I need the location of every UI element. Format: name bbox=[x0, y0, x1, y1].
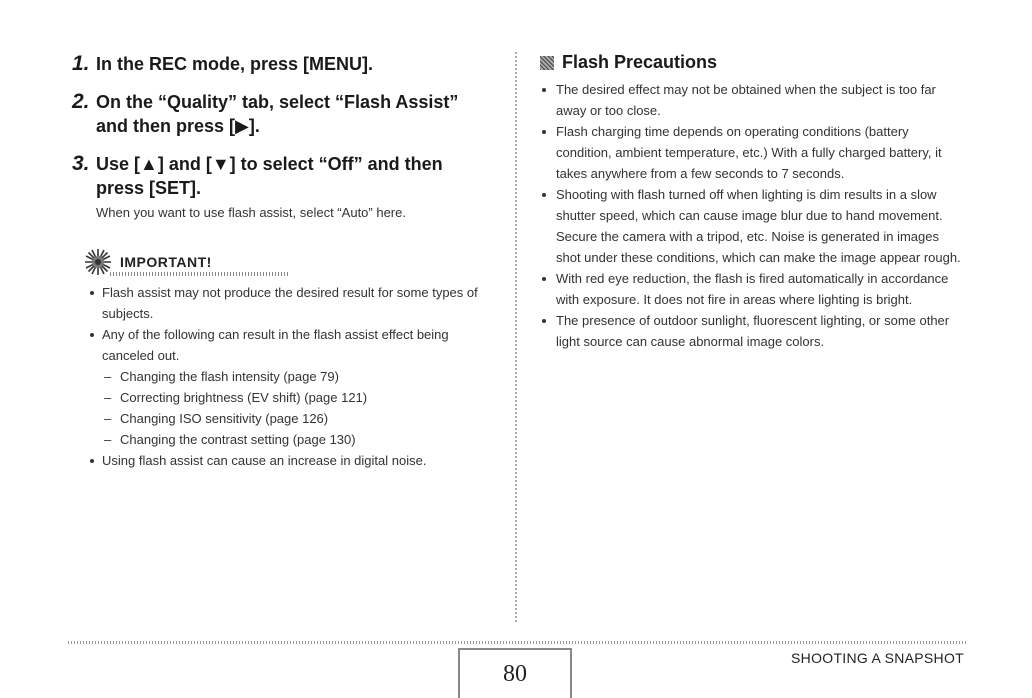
step-number: 1. bbox=[72, 52, 90, 75]
dash-mark: – bbox=[104, 390, 112, 405]
list-item: Flash charging time depends on operating conditions (battery condition, ambient temperature, etc.) With a fully charged battery, it takes anywhere from a few seconds to 7 seconds. bbox=[540, 121, 965, 184]
precautions-list bbox=[540, 79, 965, 352]
list-item: The presence of outdoor sunlight, fluorescent lighting, or some other light source can cause abnormal image colors. bbox=[540, 310, 965, 352]
dash-mark: – bbox=[104, 411, 112, 426]
step-number: 3. bbox=[72, 152, 90, 175]
list-item: Shooting with flash turned off when lighting is dim results in a slow shutter speed, which can cause image blur due to hand movement. Secure the camera with a tripod, etc. Noise is generated in images shot under these conditions, which can make the image appear rough. bbox=[540, 184, 965, 268]
dash-item-text: Changing the flash intensity (page 79) bbox=[120, 369, 339, 384]
section-title: Flash Precautions bbox=[562, 52, 718, 72]
step-text: On the “Quality” tab, select “Flash Assist” and then press [▶]. bbox=[96, 92, 459, 136]
list-item bbox=[88, 324, 492, 450]
important-header bbox=[84, 248, 492, 276]
dash-item-text: Changing ISO sensitivity (page 126) bbox=[120, 411, 329, 426]
chapter-title: SHOOTING A SNAPSHOT bbox=[791, 650, 964, 666]
starburst-icon bbox=[84, 248, 112, 276]
page-number: 80 bbox=[503, 661, 527, 687]
dash-mark: – bbox=[104, 369, 112, 384]
dash-item bbox=[102, 387, 492, 408]
dash-item bbox=[102, 429, 492, 450]
important-label: IMPORTANT! bbox=[120, 254, 212, 270]
step-note: When you want to use flash assist, select “Auto” here. bbox=[96, 205, 406, 220]
dash-list bbox=[102, 366, 492, 450]
precautions-header bbox=[540, 52, 965, 73]
right-column bbox=[540, 52, 965, 352]
section-square-icon bbox=[540, 56, 554, 70]
step-2 bbox=[72, 90, 492, 138]
dash-item bbox=[102, 366, 492, 387]
step-number: 2. bbox=[72, 90, 90, 113]
list-item: With red eye reduction, the flash is fired automatically in accordance with exposure. It does not fire in areas where lighting is bright. bbox=[540, 268, 965, 310]
page-number-box bbox=[458, 648, 572, 698]
footer-rule bbox=[68, 641, 968, 644]
left-column bbox=[72, 52, 492, 471]
dash-item-text: Changing the contrast setting (page 130) bbox=[120, 432, 356, 447]
step-3 bbox=[72, 152, 492, 200]
list-item: Using flash assist can cause an increase in digital noise. bbox=[88, 450, 492, 471]
dash-mark: – bbox=[104, 432, 112, 447]
column-divider bbox=[515, 52, 517, 622]
list-item: The desired effect may not be obtained when the subject is too far away or too close. bbox=[540, 79, 965, 121]
list-item: Flash assist may not produce the desired result for some types of subjects. bbox=[88, 282, 492, 324]
list-item-text: Any of the following can result in the flash assist effect being canceled out. bbox=[102, 327, 449, 363]
dash-item bbox=[102, 408, 492, 429]
important-underline bbox=[110, 272, 290, 276]
important-list bbox=[72, 282, 492, 471]
step-1 bbox=[72, 52, 492, 76]
dash-item-text: Correcting brightness (EV shift) (page 121) bbox=[120, 390, 368, 405]
step-text: Use [▲] and [▼] to select “Off” and then press [SET]. bbox=[96, 154, 443, 198]
step-text: In the REC mode, press [MENU]. bbox=[96, 54, 374, 74]
